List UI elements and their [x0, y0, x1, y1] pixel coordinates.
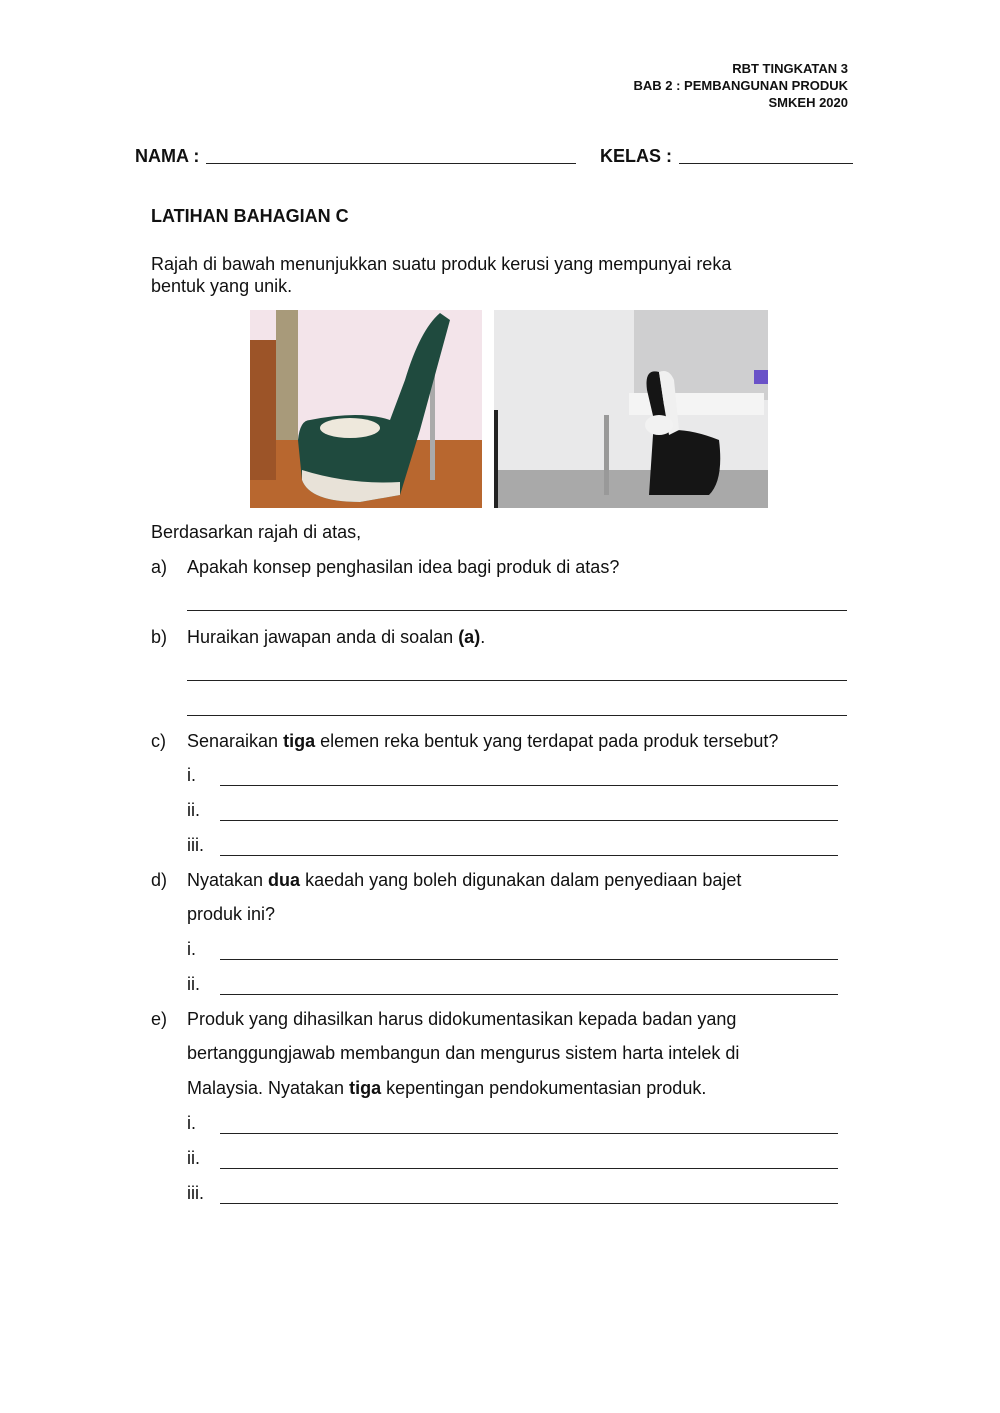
question-e-text-line-1: Produk yang dihasilkan harus didokumentasikan kepada badan yang: [187, 1009, 737, 1029]
answer-d-ii-label: ii.: [187, 974, 200, 994]
question-b-post: .: [480, 627, 486, 647]
answer-d-ii-line[interactable]: [220, 994, 838, 995]
question-c-post: elemen reka bentuk yang terdapat pada produk tersebut?: [315, 731, 779, 751]
answer-e-i-line[interactable]: [220, 1133, 838, 1134]
question-e-label: e): [151, 1009, 168, 1029]
answer-c-iii-line[interactable]: [220, 855, 838, 856]
question-b-text: [187, 626, 485, 648]
answer-c-i-label: i.: [187, 765, 196, 785]
question-c-label: c): [151, 731, 166, 751]
answer-e-i-label: i.: [187, 1113, 196, 1133]
answer-e-iii-line[interactable]: [220, 1203, 838, 1204]
answer-e-ii-label: ii.: [187, 1148, 200, 1168]
answer-c-ii-label: ii.: [187, 800, 200, 820]
answer-c-iii-label: iii.: [187, 835, 204, 855]
header-chapter: BAB 2 : PEMBANGUNAN PRODUK: [633, 78, 848, 93]
question-d-text: [187, 869, 741, 891]
question-e-bold: tiga: [349, 1078, 382, 1098]
question-c-text: [187, 730, 778, 752]
question-d-pre: Nyatakan: [187, 870, 269, 890]
answer-e-ii-line[interactable]: [220, 1168, 838, 1169]
name-field[interactable]: [206, 163, 576, 164]
green-high-heel-chair-photo: [250, 310, 482, 508]
question-e-post: kepentingan pendokumentasian produk.: [381, 1078, 707, 1098]
answer-c-ii-line[interactable]: [220, 820, 838, 821]
question-e-text-line-3: [187, 1077, 706, 1099]
answer-d-i-label: i.: [187, 939, 196, 959]
header-course: RBT TINGKATAN 3: [732, 61, 848, 76]
intro-line-1: Rajah di bawah menunjukkan suatu produk kerusi yang mempunyai reka: [151, 254, 732, 274]
question-a-label: a): [151, 557, 168, 577]
question-d-bold: dua: [268, 870, 301, 890]
answer-b-line-2[interactable]: [187, 715, 847, 716]
question-b-bold: (a): [458, 627, 481, 647]
question-a-text: Apakah konsep penghasilan idea bagi produk di atas?: [187, 557, 620, 577]
question-d-text-line-2: produk ini?: [187, 904, 276, 924]
question-c-bold: tiga: [283, 731, 316, 751]
intro-line-2: bentuk yang unik.: [151, 276, 293, 296]
answer-b-line-1[interactable]: [187, 680, 847, 681]
question-c-pre: Senaraikan: [187, 731, 284, 751]
answer-e-iii-label: iii.: [187, 1183, 204, 1203]
question-d-label: d): [151, 870, 168, 890]
question-d-post: kaedah yang boleh digunakan dalam penyediaan bajet: [300, 870, 742, 890]
question-b-label: b): [151, 627, 168, 647]
question-e-pre: Malaysia. Nyatakan: [187, 1078, 350, 1098]
header-school: SMKEH 2020: [768, 95, 848, 110]
question-b-pre: Huraikan jawapan anda di soalan: [187, 627, 459, 647]
class-field[interactable]: [679, 163, 853, 164]
lead-text: Berdasarkan rajah di atas,: [151, 522, 362, 542]
name-label: NAMA :: [135, 146, 200, 166]
answer-c-i-line[interactable]: [220, 785, 838, 786]
answer-d-i-line[interactable]: [220, 959, 838, 960]
section-title: LATIHAN BAHAGIAN C: [151, 206, 349, 226]
answer-a-line[interactable]: [187, 610, 847, 611]
question-e-text-line-2: bertanggungjawab membangun dan mengurus sistem harta intelek di: [187, 1043, 740, 1063]
class-label: KELAS :: [600, 146, 672, 166]
black-high-heel-chair-photo: [494, 310, 768, 508]
